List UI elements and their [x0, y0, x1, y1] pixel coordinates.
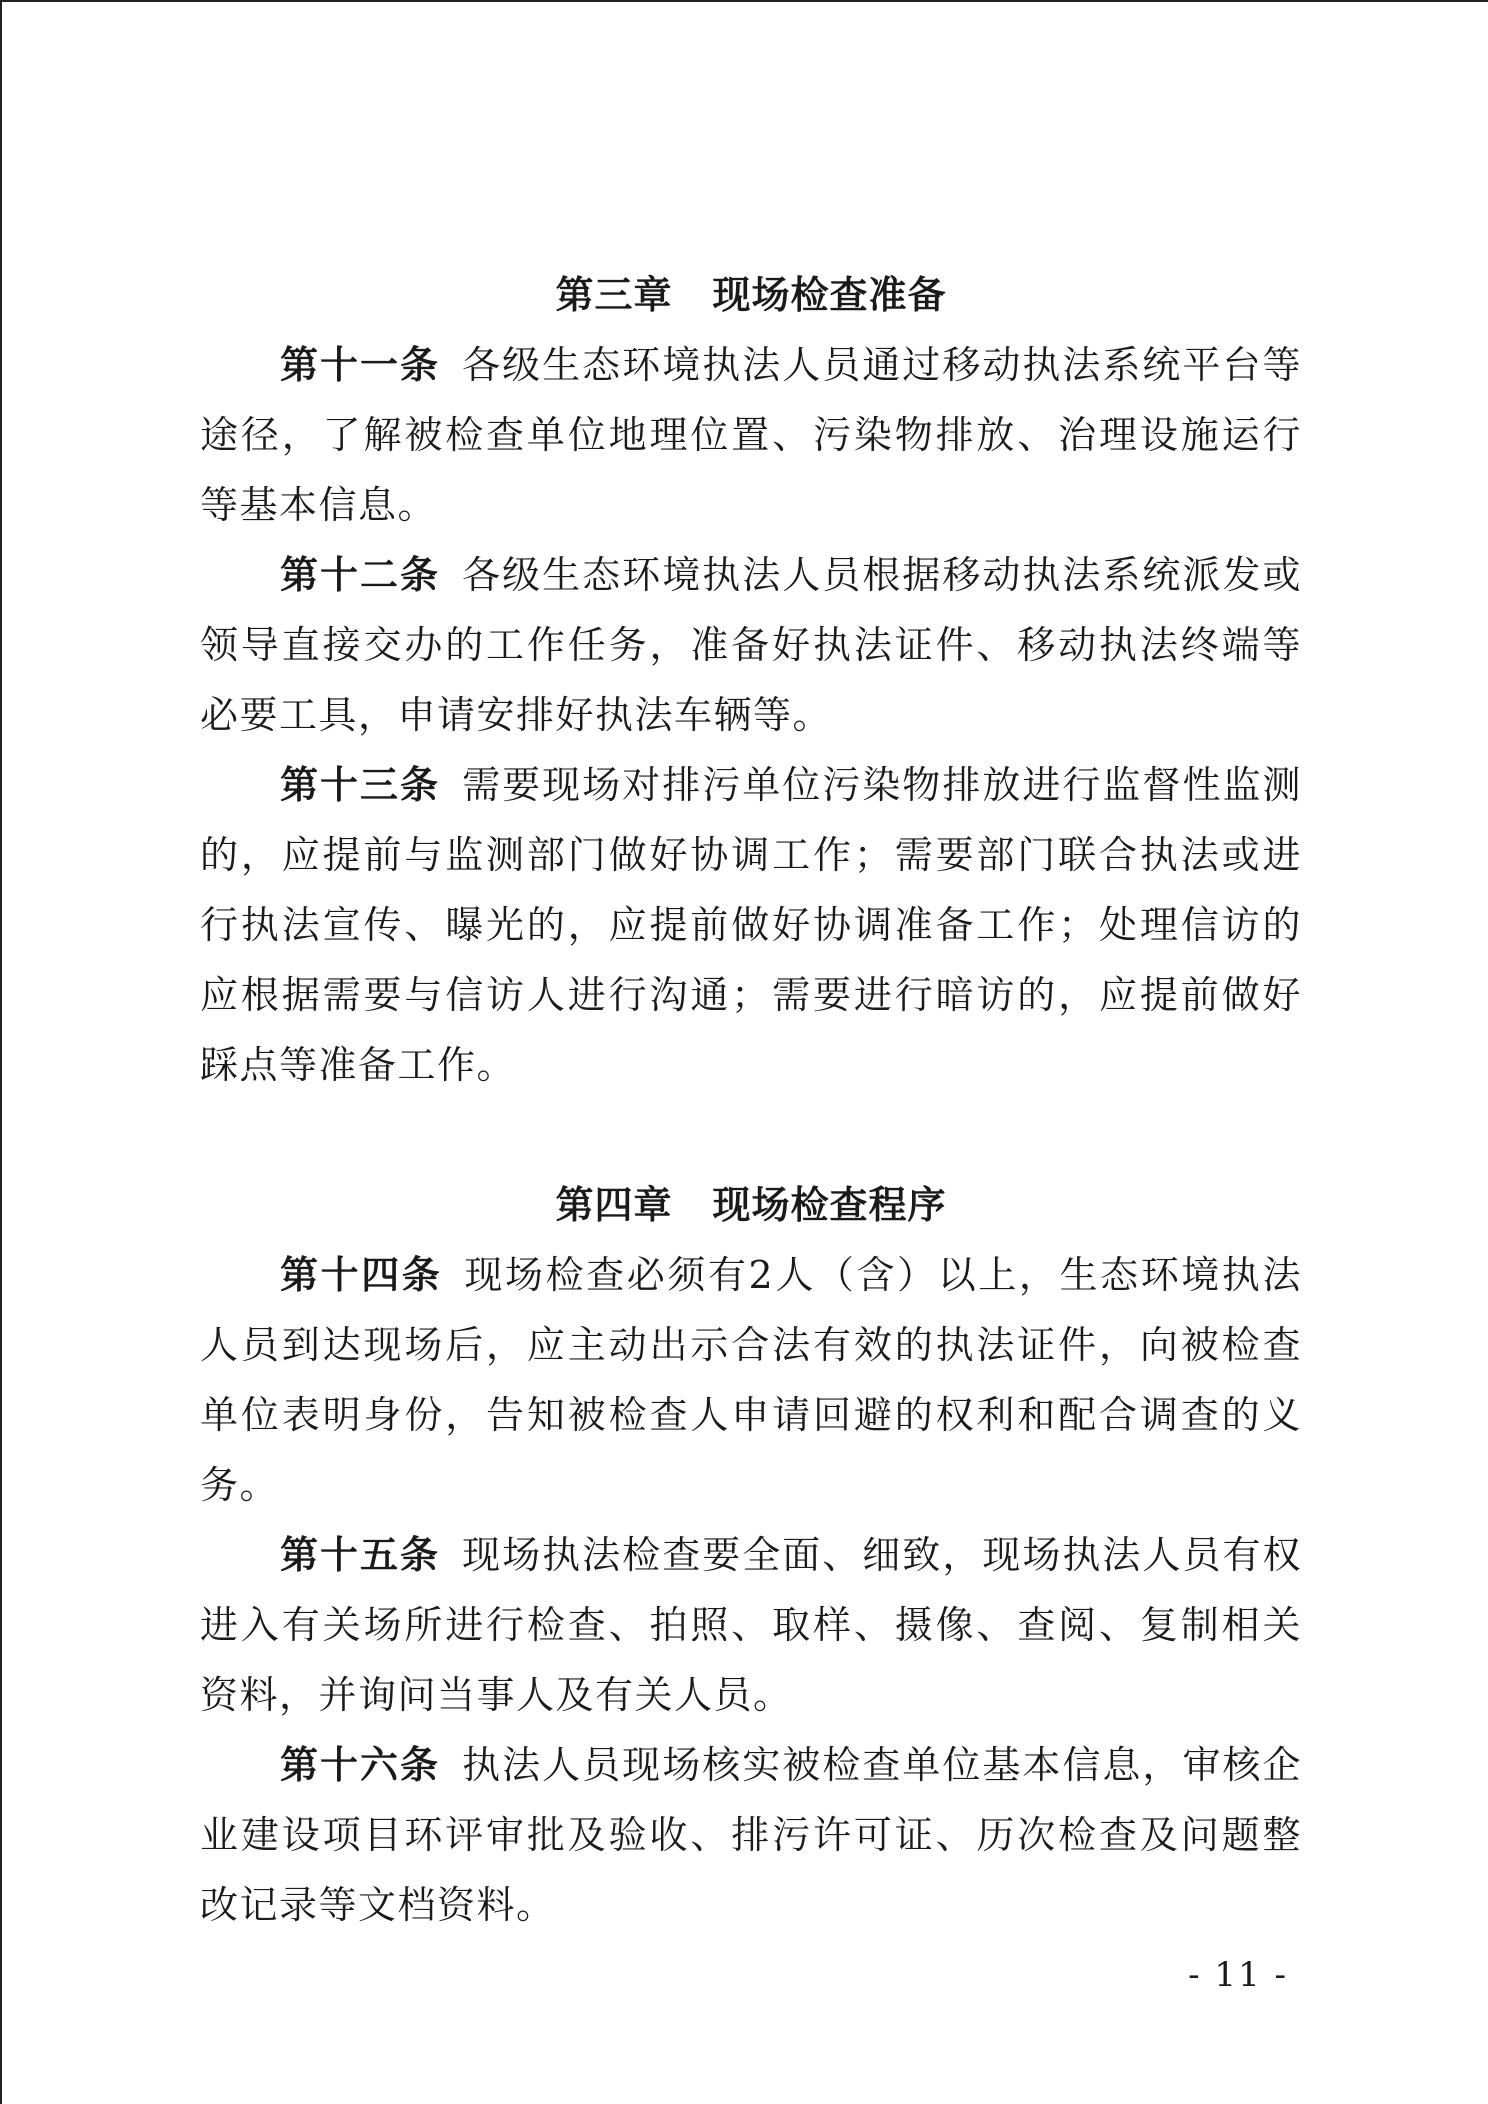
article-12	[200, 540, 1302, 750]
article-15	[200, 1520, 1302, 1730]
article-label: 第十四条	[280, 1253, 443, 1297]
article-label: 第十六条	[280, 1743, 441, 1787]
article-text: 各级生态环境执法人员根据移动执法系统派发或领导直接交办的工作任务，准备好执法证件、移动执法终端等必要工具，申请安排好执法车辆等。	[200, 553, 1302, 737]
article-text: 现场检查必须有2人（含）以上，生态环境执法人员到达现场后，应主动出示合法有效的执法证件，向被检查单位表明身份，告知被检查人申请回避的权利和配合调查的义务。	[200, 1253, 1302, 1507]
article-text: 现场执法检查要全面、细致，现场执法人员有权进入有关场所进行检查、拍照、取样、摄像、查阅、复制相关资料，并询问当事人及有关人员。	[200, 1533, 1302, 1717]
article-label: 第十三条	[280, 763, 441, 807]
chapter-4	[200, 1170, 1302, 1940]
chapter-3	[200, 260, 1302, 1100]
chapter-title	[200, 260, 1302, 330]
article-label: 第十二条	[280, 553, 441, 597]
article-13	[200, 750, 1302, 1100]
article-label: 第十五条	[280, 1533, 441, 1577]
article-label: 第十一条	[280, 343, 441, 387]
article-text: 需要现场对排污单位污染物排放进行监督性监测的，应提前与监测部门做好协调工作；需要部门联合执法或进行执法宣传、曝光的，应提前做好协调准备工作；处理信访的应根据需要与信访人进行沟通；需要进行暗访的，应提前做好踩点等准备工作。	[200, 763, 1302, 1087]
chapter-name: 现场检查程序	[712, 1183, 947, 1227]
document-body	[200, 260, 1302, 1940]
article-11	[200, 330, 1302, 540]
section-spacer	[200, 1100, 1302, 1170]
article-text: 各级生态环境执法人员通过移动执法系统平台等途径，了解被检查单位地理位置、污染物排放、治理设施运行等基本信息。	[200, 343, 1302, 527]
chapter-name: 现场检查准备	[712, 273, 947, 317]
chapter-number: 第四章	[555, 1183, 673, 1227]
article-text: 执法人员现场核实被检查单位基本信息，审核企业建设项目环评审批及验收、排污许可证、历次检查及问题整改记录等文档资料。	[200, 1743, 1302, 1927]
chapter-title	[200, 1170, 1302, 1240]
article-14	[200, 1240, 1302, 1520]
article-16	[200, 1730, 1302, 1940]
page-number: - 11 -	[1188, 1955, 1288, 1995]
chapter-number: 第三章	[555, 273, 673, 317]
